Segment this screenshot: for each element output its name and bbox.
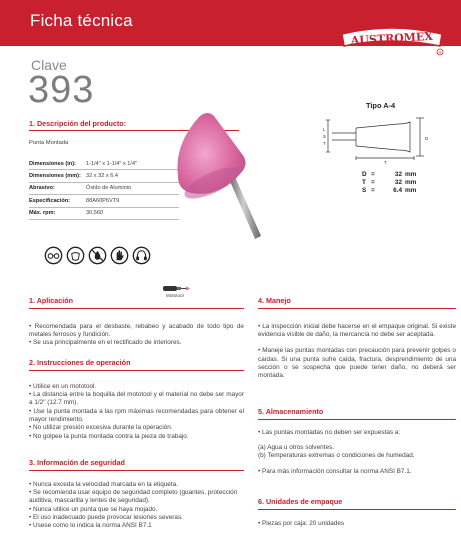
section-almacenamiento (258, 407, 456, 476)
dimension-row: T = 32 mm (362, 179, 417, 186)
safety-icons (44, 246, 151, 265)
spec-label: Dimensiones (in): (29, 160, 76, 167)
section-title: 1. Aplicación (29, 296, 74, 305)
spec-value: 88A60P6VT9 (86, 197, 120, 204)
dimension-value: 32 (394, 171, 402, 178)
section-title: 6. Unidades de empaque (258, 497, 343, 506)
section-empaque (258, 497, 456, 528)
brand-text: AUSTROMEX (350, 29, 434, 48)
paragraph: • Usese como lo indica la norma ANSI B7.1 (29, 522, 152, 530)
diagram-label-t: T (323, 141, 326, 146)
paragraph: • Recomendada para el desbaste, rebabeo y acabado de todo tipo de metales ferrosos y fundición. (29, 322, 244, 339)
section-seguridad (29, 458, 244, 531)
paragraph: • Nunca utilice un punta que se haya mojado. (29, 505, 158, 513)
dimension-row: S = 6.4 mm (362, 187, 417, 194)
dimension-key: S (362, 187, 367, 194)
diagram-label-d: D (425, 136, 429, 141)
section-title: 5. Almacenamiento (258, 407, 324, 416)
ear-protection-icon (132, 246, 151, 265)
paragraph: • La inspección inicial debe hacerse en el empaque original. Si existe evidencia visible de daño, la mercancía no debe ser aceptada. (258, 322, 456, 339)
mounted-point-image (160, 104, 280, 244)
spec-row (29, 208, 179, 220)
paragraph: • No utilizar presión excesiva durante la operación. (29, 424, 173, 432)
header-title: Ficha técnica (30, 11, 133, 30)
dimension-row: D = 32 mm (362, 171, 417, 178)
paragraph: • El uso inadecuado puede provocar lesiones severas. (29, 513, 183, 521)
spec-row (29, 183, 179, 195)
paragraph: • Maneje las puntas montadas con precaución para prevenir golpes o caídas. Si una punta sufre caída, fractura, desprendimiento de una sección o se sospecha que puede tener daño, no deberá ser montada. (258, 347, 456, 380)
paragraph: • La distancia entre la boquilla del mototool y el material no debe ser mayor a 1/2" (12.7 mm). (29, 391, 244, 407)
spec-table (29, 158, 179, 220)
diagram-label-s: S (323, 134, 327, 139)
section-title: 4. Manejo (258, 296, 291, 305)
dimension-value: 32 (394, 179, 402, 186)
no-water-icon (88, 246, 107, 265)
spec-row (29, 158, 179, 170)
spec-label: Abrasivo: (29, 185, 55, 192)
clave-number: 393 (28, 69, 95, 111)
section-manejo (258, 296, 456, 381)
austromex-logo (336, 20, 448, 56)
paragraph: • Para más información consultar la norma ANSI B7.1. (258, 467, 412, 475)
paragraph: • Piezas por caja: 20 unidades (258, 519, 345, 527)
section-aplicacion (29, 296, 244, 348)
description-title: 1. Descripción del producto: (29, 119, 127, 128)
diagram-label-t-bottom: T (384, 160, 387, 165)
spec-value: 30,560 (86, 210, 104, 217)
mototool-label: Mototool (166, 293, 184, 298)
paragraph: • Use la punta montada a las rpm máximas recomendadas para obtener el mayor rendimiento. (29, 407, 244, 423)
clave-label: Clave (31, 57, 67, 73)
paragraph: • Se recomienda usar equipo de seguridad completo (guantes, protección auditiva, mascarilla y lentes de seguridad). (29, 489, 238, 505)
spec-value: 1-1/4" x 1-1/4" x 1/4" (86, 160, 138, 167)
spec-label: Máx. rpm: (29, 210, 56, 217)
paragraph: • Las puntas montadas no deben ser expuestas a: (258, 428, 401, 436)
description-text: Punta Montada (29, 140, 69, 146)
spec-label: Especificación: (29, 197, 71, 204)
dimension-unit: mm (405, 171, 417, 178)
list-item: (b) Temperaturas extremas o condiciones de humedad. (258, 452, 415, 460)
list-item: (a) Agua u otros solventes. (258, 444, 335, 452)
gloves-icon (110, 246, 129, 265)
tipo-label: Tipo A-4 (366, 101, 396, 110)
dimension-key: D (362, 171, 367, 178)
paragraph: • Nunca exceda la velocidad marcada en la etiqueta. (29, 480, 178, 488)
spec-label: Dimensiones (mm): (29, 173, 81, 180)
technical-diagram (318, 100, 458, 212)
spec-row (29, 195, 179, 207)
safety-glasses-icon (44, 246, 63, 265)
paragraph: • Se usa principalmente en el rectificado de interiores. (29, 339, 182, 347)
svg-text:R: R (438, 50, 442, 55)
paragraph: • Utilice en un mototool. (29, 382, 97, 390)
section-instrucciones (29, 358, 244, 441)
spec-value: 32 x 32 x 6.4 (86, 173, 119, 180)
paragraph: • No golpee la punta montada contra la pieza de trabajo. (29, 432, 189, 440)
dimension-value: 6.4 (393, 187, 402, 194)
dimension-unit: mm (405, 179, 417, 186)
spec-row (29, 170, 179, 182)
section-title: 2. Instrucciones de operación (29, 358, 131, 367)
section-title: 3. Información de seguridad (29, 458, 125, 467)
dust-mask-icon (66, 246, 85, 265)
diagram-label-l: L (323, 127, 326, 132)
dimension-list (362, 171, 416, 195)
dimension-key: T (362, 179, 366, 186)
spec-value: Óxido de Aluminio (86, 185, 132, 192)
dimension-unit: mm (405, 187, 417, 194)
